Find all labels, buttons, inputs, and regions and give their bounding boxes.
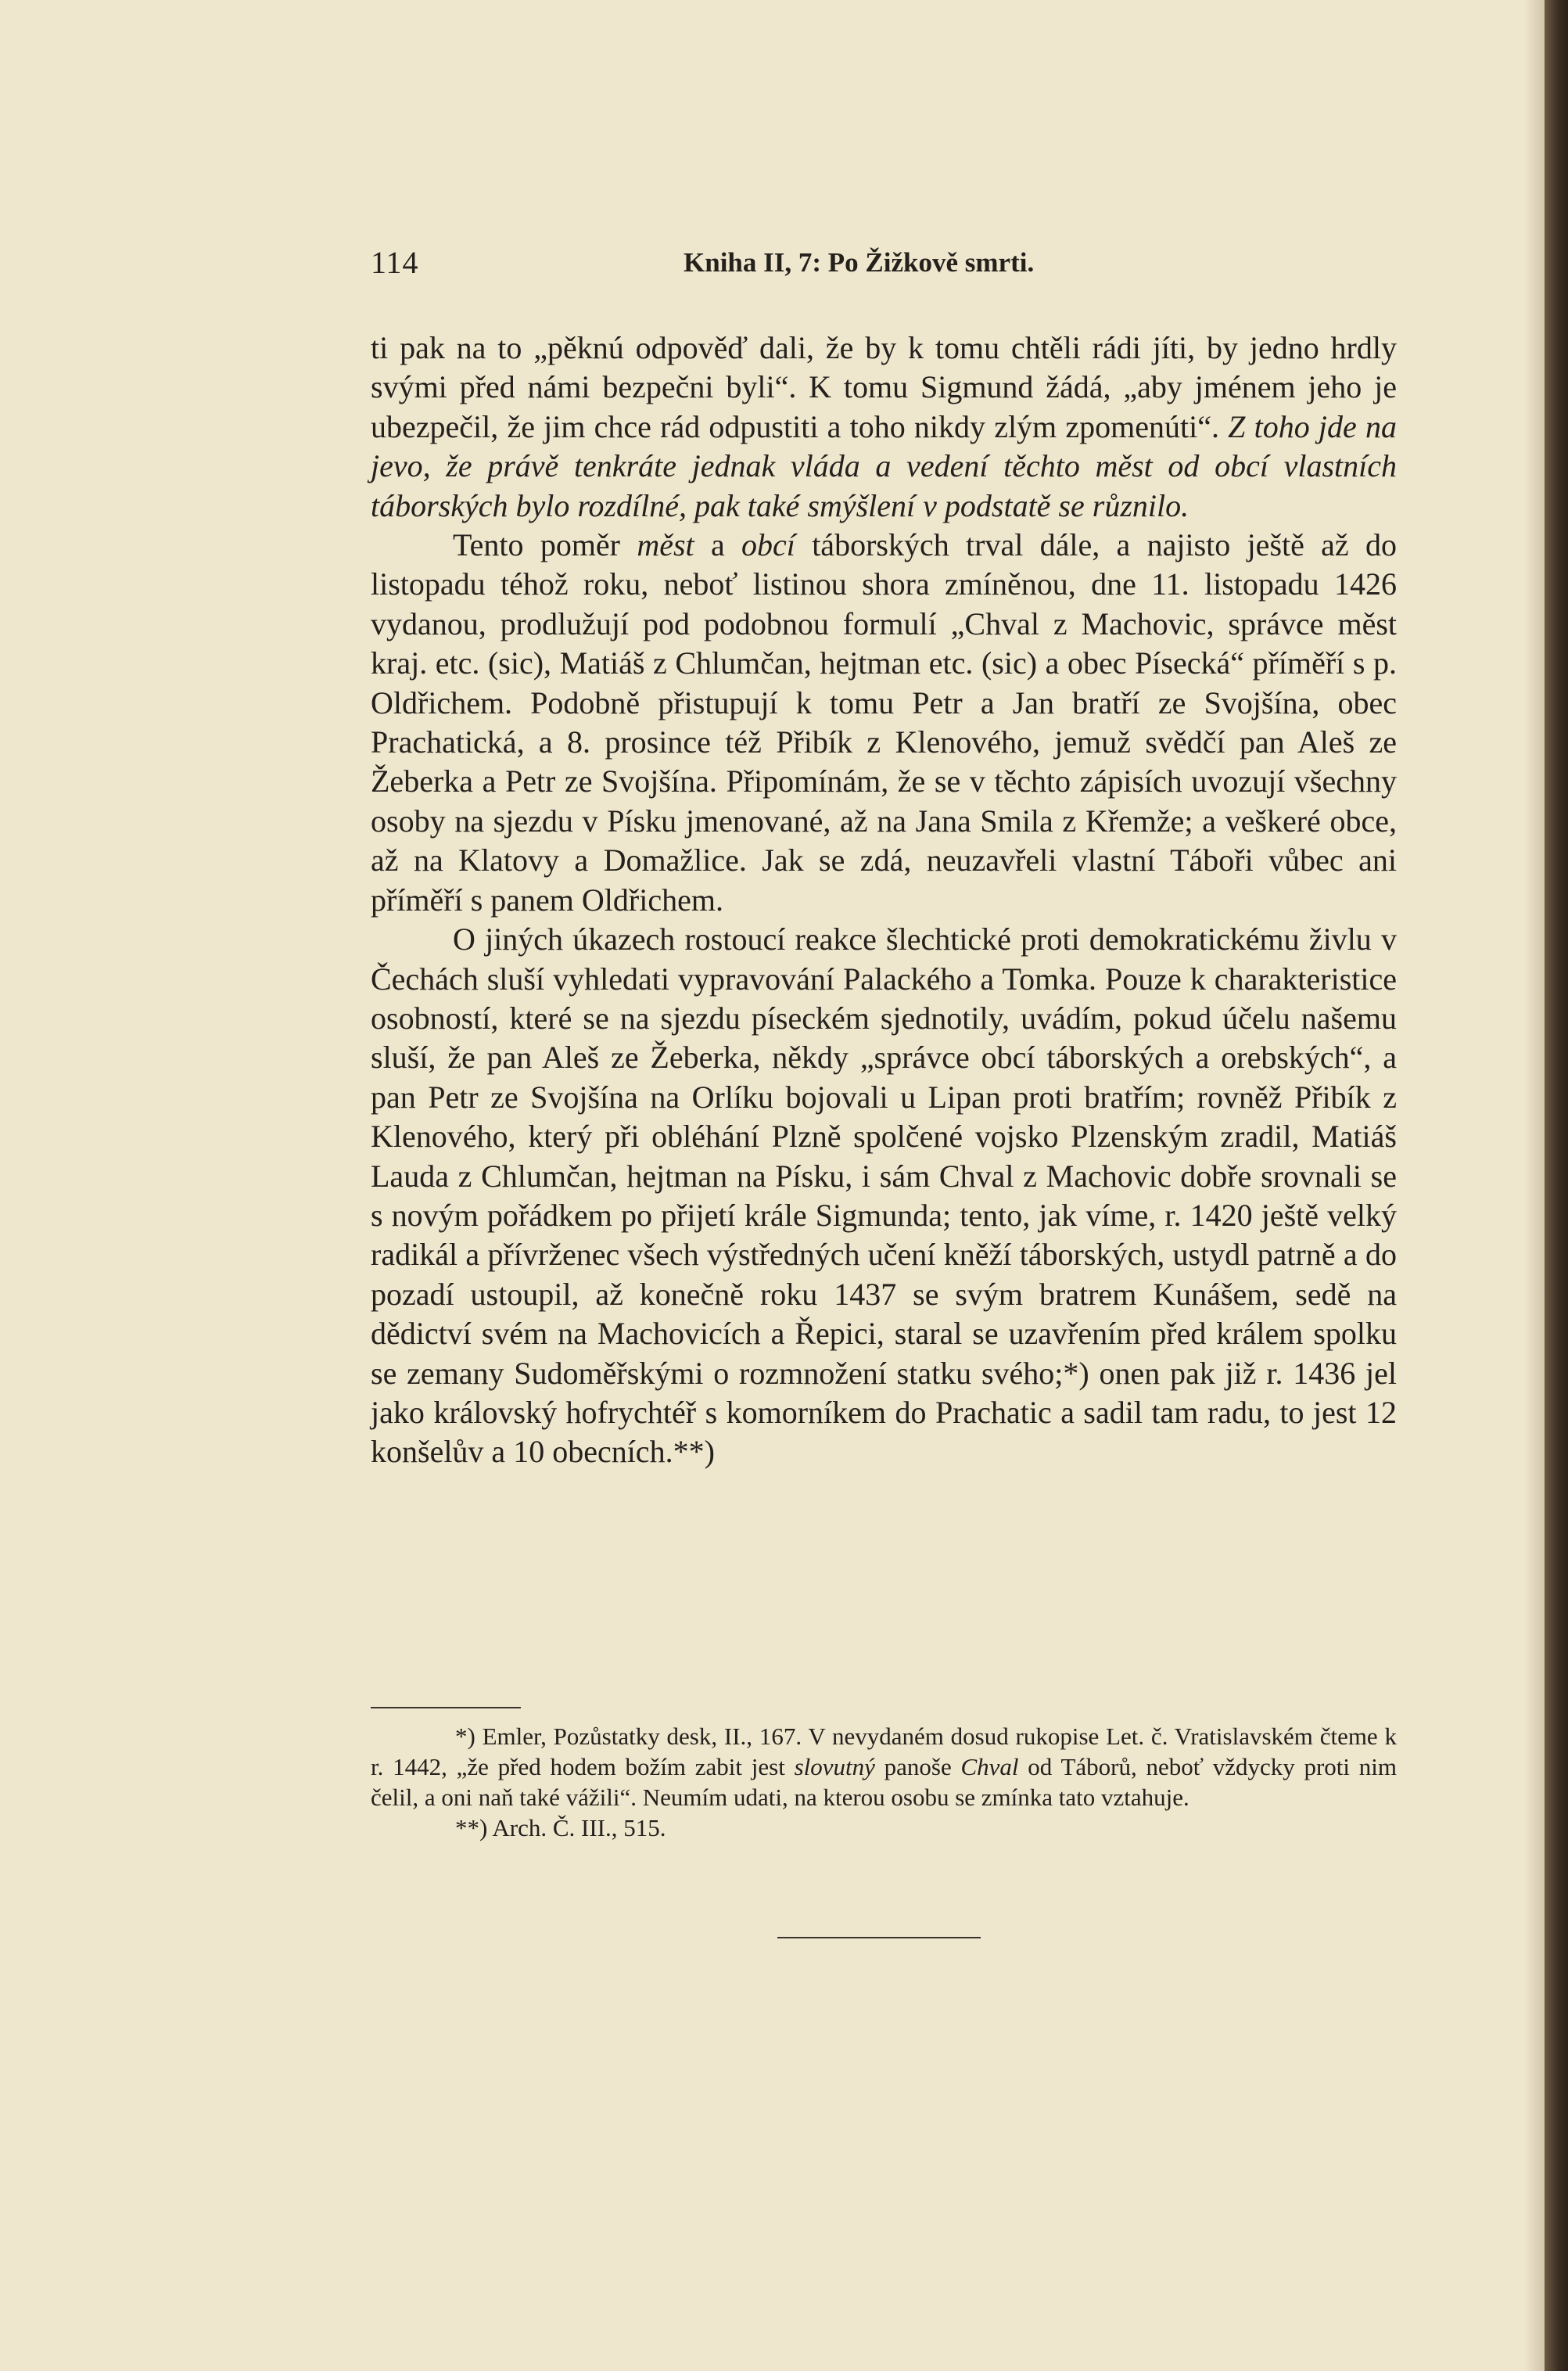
paragraph-1-text: ti pak na to „pěknú odpověď dali, že by k tomu chtěli rádi jíti, by jedno hrdly svými před námi bezpečni byli“. K tomu Sigmund žádá, „aby jménem jeho je ubezpečil, že jim chce rád odpustiti a toho nikdy zlým zpomenúti“.: [371, 330, 1397, 444]
footnote-1-italic-a: slovutný: [794, 1753, 875, 1780]
footnote-1-italic-b: Chval: [960, 1753, 1019, 1780]
footnote-divider: [371, 1707, 521, 1708]
paragraph-1-italic: Z toho jde na jevo, že právě tenkráte jednak vláda a vedení těchto měst od obcí vlastních táborských bylo rozdílné, pak také smýšlení v podstatě se různilo.: [371, 408, 1397, 523]
main-text: [371, 329, 1397, 1472]
footnotes: [371, 1721, 1397, 1843]
paragraph-2-text-a: Tento poměr: [453, 527, 637, 563]
paragraph-2: [371, 526, 1397, 920]
paragraph-1: [371, 329, 1397, 526]
paragraph-2-italic-b: obcí: [741, 527, 795, 563]
footnote-1-text-a: *) Emler, Pozůstatky desk, II., 167. V nevydaném dosud rukopise Let. č. Vratislavském čteme k r. 1442, „že před hodem božím zabit jest: [371, 1723, 1397, 1780]
page-header: [371, 244, 1397, 283]
paragraph-3: O jiných úkazech rostoucí reakce šlechtické proti demokratickému živlu v Čechách sluší vyhledati vypravování Palackého a Tomka. Pouze k charakteristice osobností, které se na sjezdu píseckém sjednotily, uvádím, pokud účelu našemu sluší, že pan Aleš ze Žeberka, někdy „správce obcí táborských a orebských“, a pan Petr ze Svojšína na Orlíku bojovali u Lipan proti bratřím; rovněž Přibík z Klenového, který při obléhání Plzně spolčené vojsko Plzenským zradil, Matiáš Lauda z Chlumčan, hejtman na Písku, i sám Chval z Machovic dobře srovnali se s novým pořádkem po přijetí krále Sigmunda; tento, jak víme, r. 1420 ještě velký radikál a přívrženec všech výstředných učení kněží táborských, ustydl patrně a do pozadí ustoupil, až konečně roku 1437 se svým bratrem Kunášem, sedě na dědictví svém na Machovicích a Řepici, staral se uzavřením před králem spolku se zemany Sudoměřskými o rozmnožení statku svého;*) onen pak již r. 1436 jel jako královský hofrychtéř s komorníkem do Prachatic a sadil tam radu, to jest 12 konšelův a 10 obecních.**): [371, 921, 1397, 1470]
paragraph-2-italic-a: měst: [637, 527, 694, 563]
paragraph-2-text-c: táborských trval dále, a najisto ještě až do listopadu téhož roku, neboť listinou shora zmíněnou, dne 11. listopadu 1426 vydanou, prodlužují pod podobnou formulí „Chval z Machovic, správce měst kraj. etc. (sic), Matiáš z Chlumčan, hejtman etc. (sic) a obec Písecká“ příměří s p. Oldřichem. Podobně přistupují k tomu Petr a Jan bratří ze Svojšína, obec Prachatická, a 8. prosince též Přibík z Klenového, jemuž svědčí pan Aleš ze Žeberka a Petr ze Svojšína. Připomínám, že se v těchto zápisích uvozují všechny osoby na sjezdu v Písku jmenované, až na Jana Smila z Křemže; a veškeré obce, až na Klatovy a Domažlice. Jak se zdá, neuzavřeli vlastní Tábořі vůbec ani příměří s panem Oldřichem.: [371, 527, 1397, 918]
page-edge: [1545, 0, 1568, 2371]
running-head: Kniha II, 7: Po Žižkově smrti.: [684, 247, 1035, 278]
footnote-1-text-b: panoše: [874, 1753, 961, 1780]
paragraph-2-text-b: a: [694, 527, 742, 563]
footnote-1: [371, 1721, 1397, 1812]
page-number: 114: [371, 245, 419, 280]
end-divider: [777, 1937, 981, 1938]
footnote-2: **) Arch. Č. III., 515.: [455, 1814, 666, 1841]
footnote-1-text-c: od Táborů, neboť vždycky proti nim čelil, a oni naň také vážili“. Neumím udati, na kterou osobu se zmínka tato vztahuje.: [371, 1753, 1397, 1811]
